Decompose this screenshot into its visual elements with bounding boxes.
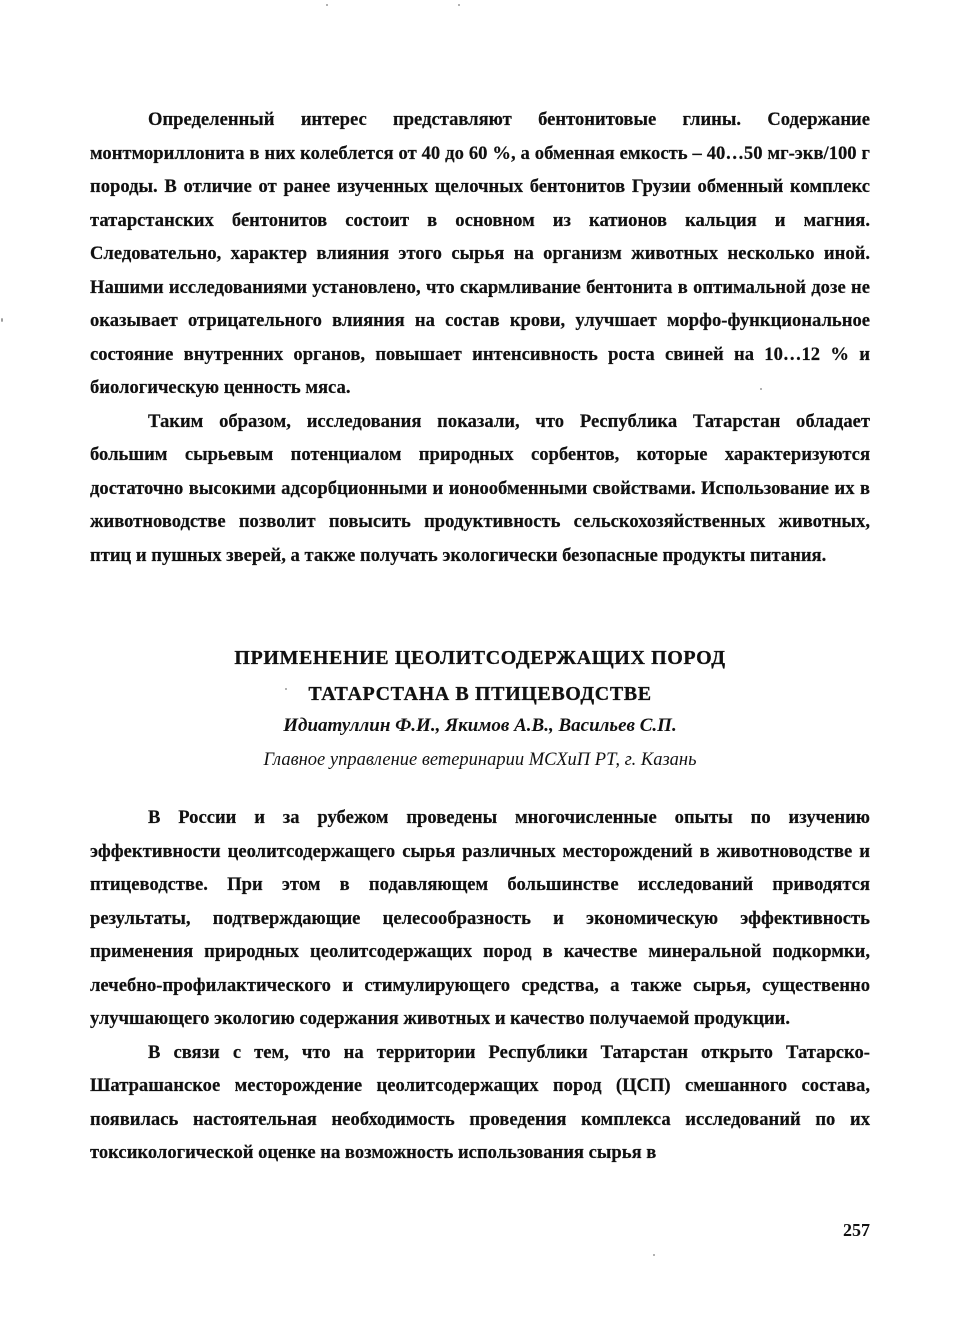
scan-speck	[326, 4, 328, 6]
scan-speck	[653, 1254, 655, 1256]
intro-text-block	[90, 103, 870, 572]
scan-speck	[458, 4, 460, 6]
article-affiliation: Главное управление ветеринарии МСХиП РТ, г. Казань	[263, 750, 697, 770]
article-body	[90, 801, 870, 1170]
article-title-line-1: ПРИМЕНЕНИЕ ЦЕОЛИТСОДЕРЖАЩИХ ПОРОД	[234, 647, 726, 669]
paragraph: В России и за рубежом проведены многочисленные опыты по изучению эффективности цеолитсодержащего сырья различных месторождений в животноводстве и птицеводстве. При этом в подавляющем большинстве исследований приводятся результаты, подтверждающие целесообразность и экономическую эффективность применения природных цеолитсодержащих пород в качестве минеральной подкормки, лечебно-профилактического и стимулирующего средства, а также сырья, существенно улучшающего экологию содержания животных и качество получаемой продукции.	[90, 807, 870, 1029]
article-authors: Идиатуллин Ф.И., Якимов А.В., Васильев С.П.	[283, 715, 677, 736]
paragraph: Таким образом, исследования показали, что Республика Татарстан обладает большим сырьевым потенциалом природных сорбентов, которые характеризуются достаточно высокими адсорбционными и ионообменными свойствами. Использование их в животноводстве позволит повысить продуктивность сельскохозяйственных животных, птиц и пушных зверей, а также получать экологически безопасные продукты питания.	[90, 410, 870, 566]
article-title-line-2: ТАТАРСТАНА В ПТИЦЕВОДСТВЕ	[308, 683, 652, 705]
scan-speck	[1, 318, 3, 322]
page-number: 257	[843, 1220, 870, 1240]
paragraph: Определенный интерес представляют бентонитовые глины. Содержание монтмориллонита в них колеблется от 40 до 60 %, а обменная емкость – 40…50 мг-экв/100 г породы. В отличие от ранее изученных щелочных бентонитов Грузии обменный комплекс татарстанских бентонитов состоит в основном из катионов кальция и магния. Следовательно, характер влияния этого сырья на организм животных несколько иной. Нашими исследованиями установлено, что скармливание бентонита в оптимальной дозе не оказывает отрицательного влияния на состав крови, улучшает морфо-функциональное состояние внутренних органов, повышает интенсивность роста свиней на 10…12 % и биологическую ценность мяса.	[90, 109, 870, 398]
paragraph: В связи с тем, что на территории Республики Татарстан открыто Татарско-Шатрашанское месторождение цеолитсодержащих пород (ЦСП) смешанного состава, появилась настоятельная необходимость проведения комплекса исследований по их токсикологической оценке на возможность использования сырья в	[90, 1041, 870, 1163]
